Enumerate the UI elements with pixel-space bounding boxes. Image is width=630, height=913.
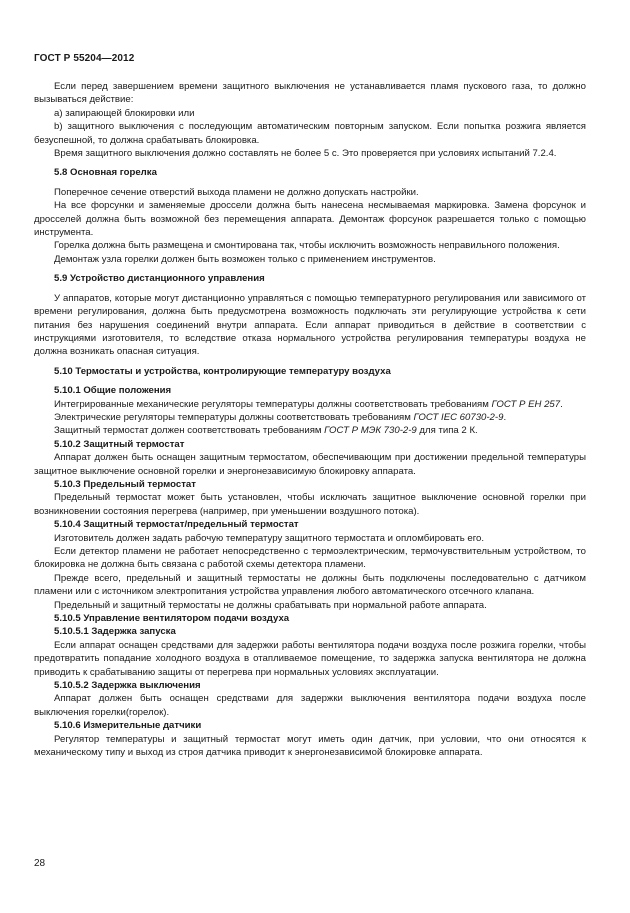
paragraph: Предельный термостат может быть установлен, чтобы исключать защитное выключение основной горелки при возникновении состояния перегрева (например, при уменьшении воздушного потока).: [34, 492, 586, 517]
paragraph: Демонтаж узла горелки должен быть возможен только с применением инструментов.: [54, 253, 436, 265]
paragraph: Поперечное сечение отверстий выхода пламени не должно допускать настройки.: [54, 186, 419, 198]
paragraph: Прежде всего, предельный и защитный термостаты не должны быть подключены последовательно с датчиком пламени или с источником электропитания устройства управления любого автоматического отсечного клапана.: [34, 572, 586, 598]
paragraph-tail: для типа 2 К.: [416, 425, 478, 437]
paragraph: Аппарат должен быть оснащен защитным термостатом, обеспечивающим при достижении предельной температуры защитное выключение основной горелки и энергонезависимую блокировку аппарата.: [34, 452, 586, 477]
paragraph-text: Интегрированные механические регуляторы температуры должны соответствовать требованиям: [54, 398, 492, 410]
paragraph: Если детектор пламени не работает непосредственно с термоэлектрическим, термочувствительным устройством, то блокировка не должна быть связана с работой схемы детектора пламени.: [34, 546, 586, 571]
paragraph: На все форсунки и заменяемые дроссели должна быть нанесена несмываемая маркировка. Замена форсунок и дросселей должна быть возможной без перемещения аппарата. Демонтаж форсунок разрешается только с помощью инструмента.: [34, 200, 586, 239]
paragraph-text: Защитный термостат должен соответствовать требованиям: [54, 425, 325, 437]
standard-reference: ГОСТ Р МЭК 730-2-9: [324, 425, 417, 437]
page-number: 28: [34, 858, 46, 869]
list-item: а) запирающей блокировки или: [54, 107, 195, 119]
subsection-heading: 5.10.1 Общие положения: [54, 385, 172, 397]
paragraph: [34, 424, 586, 437]
document-body: [34, 80, 586, 760]
subsection-heading: 5.10.5.2 Задержка выключения: [54, 680, 201, 692]
section-heading: 5.10 Термостаты и устройства, контролирующие температуру воздуха: [54, 365, 391, 377]
paragraph: Время защитного выключения должно составлять не более 5 с. Это проверяется при условиях испытаний 7.2.4.: [54, 148, 557, 160]
subsection-heading: 5.10.2 Защитный термостат: [54, 438, 185, 450]
subsection-heading: 5.10.6 Измерительные датчики: [54, 720, 202, 732]
standard-reference: ГОСТ IEC 60730-2-9: [413, 411, 504, 423]
paragraph-tail: .: [560, 398, 563, 410]
list-item: b) защитного выключения с последующим автоматическим повторным запуском. Если попытка розжига является безуспешной, то должна срабатывать блокировка.: [34, 121, 586, 146]
subsection-heading: 5.10.5 Управление вентилятором подачи воздуха: [54, 613, 290, 625]
subsection-heading: 5.10.5.1 Задержка запуска: [54, 626, 176, 638]
paragraph: Предельный и защитный термостаты не должны срабатывать при нормальной работе аппарата.: [54, 599, 487, 611]
paragraph: Если аппарат оснащен средствами для задержки работы вентилятора подачи воздуха после розжига горелки, чтобы предотвратить попадание холодного воздуха в отапливаемое помещение, то задержка запуска вентилятора не должна приводить к срабатыванию защиты от перегрева при нормальных условиях эксплуатации.: [34, 639, 586, 678]
paragraph: У аппаратов, которые могут дистанционно управляться с помощью температурного регулирования или зависимого от времени регулирования, должна быть предусмотрена возможность подключать эти регулирующие устройства к сети питания без нарушения соединений внутри аппарата. Если аппарат приводиться в действие в соответствии с инструкциями изготовителя, то вследствие отказа нормального устройства регулирования температуры воздуха не должна возникать опасная ситуация.: [34, 292, 586, 358]
section-heading: 5.9 Устройство дистанционного управления: [54, 273, 265, 285]
paragraph-text: Электрические регуляторы температуры должны соответствовать требованиям: [54, 411, 414, 423]
paragraph-tail: .: [503, 411, 507, 423]
paragraph: Регулятор температуры и защитный термостат могут иметь один датчик, при условии, что они относятся к механическому типу и выход из строя датчика приводит к энергонезависимой блокировке аппарата.: [34, 733, 586, 759]
paragraph: [34, 411, 586, 424]
paragraph: Аппарат должен быть оснащен средствами для задержки выключения вентилятора подачи воздуха после выключения горелки(горелок).: [34, 693, 586, 718]
section-heading: 5.8 Основная горелка: [54, 167, 157, 179]
subsection-heading: 5.10.4 Защитный термостат/предельный термостат: [54, 519, 299, 531]
paragraph: [34, 398, 586, 411]
standard-reference: ГОСТ Р ЕН 257: [491, 398, 561, 410]
paragraph: Горелка должна быть размещена и смонтирована так, чтобы исключить возможность неправильного положения.: [54, 240, 560, 252]
paragraph: Если перед завершением времени защитного выключения не устанавливается пламя пускового газа, то должно вызываться действие:: [34, 81, 586, 106]
subsection-heading: 5.10.3 Предельный термостат: [54, 478, 196, 490]
document-header: ГОСТ Р 55204—2012: [34, 53, 135, 64]
paragraph: Изготовитель должен задать рабочую температуру защитного термостата и опломбировать его.: [54, 532, 485, 544]
